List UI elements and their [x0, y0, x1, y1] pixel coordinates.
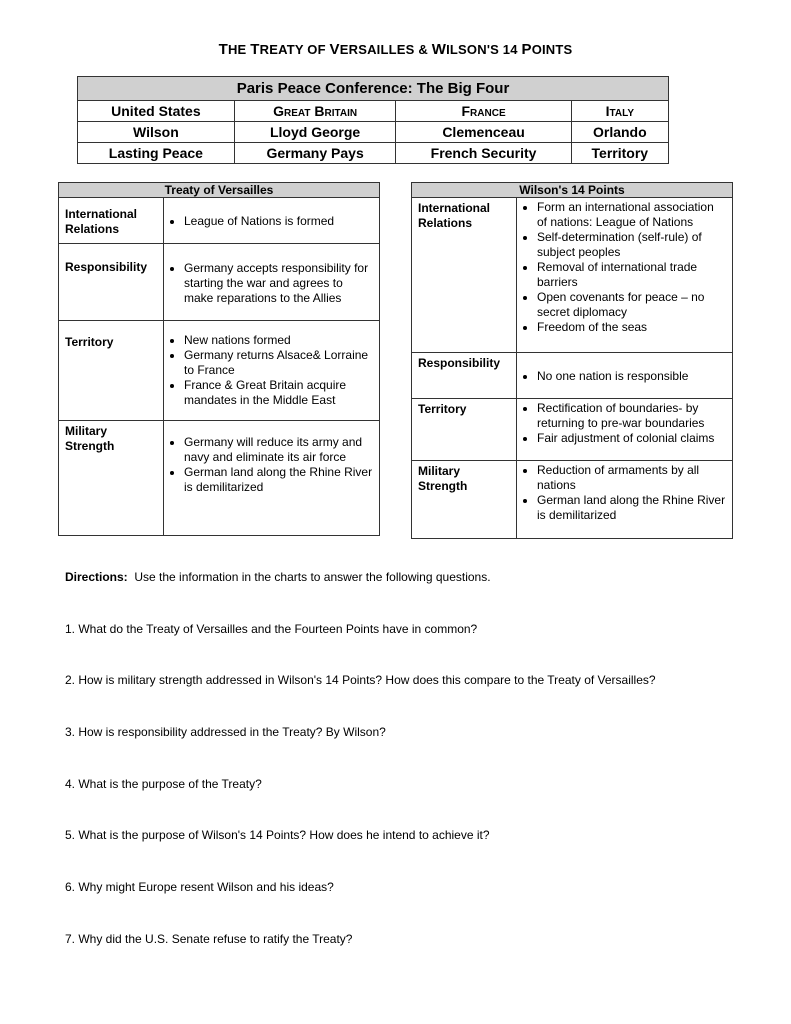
row-label: Responsibility — [412, 353, 517, 399]
leader-wilson: Wilson — [78, 122, 235, 143]
table-row — [59, 421, 380, 536]
leader-orlando: Orlando — [571, 122, 668, 143]
list-item: • Open covenants for peace – no secret diplomacy — [537, 290, 726, 320]
country-italy: Italy — [571, 101, 668, 122]
table-row — [59, 198, 380, 244]
list-item: • Self-determination (self-rule) of subject peoples — [537, 230, 726, 260]
row-items — [517, 198, 733, 353]
row-label: Responsibility — [59, 244, 164, 321]
table-row — [78, 122, 669, 143]
list-item: • Fair adjustment of colonial claims — [537, 431, 726, 446]
row-items — [164, 321, 380, 421]
list-item: • Germany returns Alsace& Lorraine to France — [184, 348, 373, 378]
question-5: 5. What is the purpose of Wilson's 14 Points? How does he intend to achieve it? — [65, 828, 490, 842]
directions-label: Directions: — [65, 570, 128, 584]
table-row — [412, 353, 733, 399]
question-4: 4. What is the purpose of the Treaty? — [65, 777, 262, 791]
question-1: 1. What do the Treaty of Versailles and the Fourteen Points have in common? — [65, 622, 478, 636]
row-items — [164, 244, 380, 321]
list-item: • League of Nations is formed — [184, 214, 373, 229]
question-3: 3. How is responsibility addressed in the Treaty? By Wilson? — [65, 725, 386, 739]
big-four-header: Paris Peace Conference: The Big Four — [78, 77, 669, 101]
row-label: Territory — [59, 321, 164, 421]
goal-french-security: French Security — [396, 143, 571, 164]
goal-territory: Territory — [571, 143, 668, 164]
wilson-table — [411, 182, 733, 539]
directions — [65, 570, 491, 584]
list-item: • Rectification of boundaries- by returning to pre-war boundaries — [537, 401, 726, 431]
row-label: Military Strength — [412, 461, 517, 539]
treaty-table — [58, 182, 380, 536]
row-label: Territory — [412, 399, 517, 461]
directions-text: Use the information in the charts to answer the following questions. — [127, 570, 491, 584]
table-row — [78, 143, 669, 164]
list-item: • Germany accepts responsibility for starting the war and agrees to make reparations to the Allies — [184, 261, 373, 306]
table-row — [78, 101, 669, 122]
list-item: • Form an international association of nations: League of Nations — [537, 200, 726, 230]
list-item: • Reduction of armaments by all nations — [537, 463, 726, 493]
row-items — [517, 399, 733, 461]
list-item: • Removal of international trade barriers — [537, 260, 726, 290]
list-item: • France & Great Britain acquire mandates in the Middle East — [184, 378, 373, 408]
row-label: International Relations — [59, 198, 164, 244]
goal-germany-pays: Germany Pays — [234, 143, 396, 164]
row-items — [517, 461, 733, 539]
table-row — [412, 198, 733, 353]
list-item: • German land along the Rhine River is demilitarized — [537, 493, 726, 523]
list-item: • New nations formed — [184, 333, 373, 348]
list-item: • German land along the Rhine River is demilitarized — [184, 465, 373, 495]
row-items — [517, 353, 733, 399]
table-row — [59, 321, 380, 421]
country-great-britain: Great Britain — [234, 101, 396, 122]
page-title: THE TREATY OF VERSAILLES & WILSON'S 14 POINTS — [218, 41, 573, 58]
table-row — [59, 244, 380, 321]
wilson-header: Wilson's 14 Points — [412, 183, 733, 198]
table-row — [412, 399, 733, 461]
question-2: 2. How is military strength addressed in Wilson's 14 Points? How does this compare to the Treaty of Versailles? — [65, 673, 656, 687]
list-item: • No one nation is responsible — [537, 369, 726, 384]
treaty-header: Treaty of Versailles — [59, 183, 380, 198]
list-item: • Freedom of the seas — [537, 320, 726, 335]
leader-clemenceau: Clemenceau — [396, 122, 571, 143]
leader-lloyd-george: Lloyd George — [234, 122, 396, 143]
goal-lasting-peace: Lasting Peace — [78, 143, 235, 164]
row-label: International Relations — [412, 198, 517, 353]
country-united-states: United States — [78, 101, 235, 122]
row-label: Military Strength — [59, 421, 164, 536]
row-items — [164, 198, 380, 244]
country-france: France — [396, 101, 571, 122]
list-item: • Germany will reduce its army and navy and eliminate its air force — [184, 435, 373, 465]
question-7: 7. Why did the U.S. Senate refuse to ratify the Treaty? — [65, 932, 353, 946]
big-four-table — [77, 76, 669, 164]
row-items — [164, 421, 380, 536]
question-6: 6. Why might Europe resent Wilson and his ideas? — [65, 880, 334, 894]
table-row — [412, 461, 733, 539]
